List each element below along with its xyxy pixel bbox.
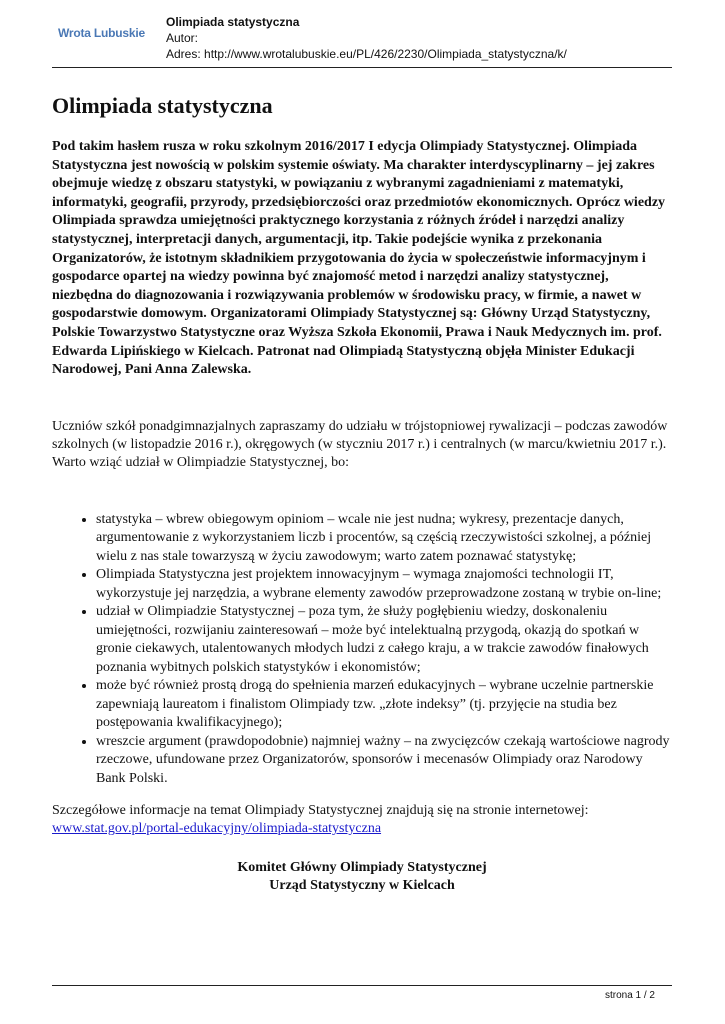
intro-paragraph: Uczniów szkół ponadgimnazjalnych zapraszamy do udziału w trójstopniowej rywalizacji – podczas zawodów szkolnych (w listopadzie 2016 r.), okręgowych (w styczniu 2017 r.) i centralnych (w marcu/kwietniu 2017 r.). [52, 418, 668, 453]
signature-office: Urząd Statystyczny w Kielcach [269, 878, 455, 894]
footer-divider [52, 985, 672, 986]
intro-reasons-heading: Warto wziąć udział w Olimpiadzie Statystycznej, bo: [52, 455, 350, 471]
page-number: strona 1 / 2 [604, 990, 655, 1001]
article-intro [52, 418, 672, 473]
list-item: • statystyka – wbrew obiegowym opiniom – wcale nie jest nudna; wykresy, prezentacje danych, argumentowanie z wykorzystaniem liczb i procentów, są częścią rzeczywistości szkolnej, a później wielu z nas stale towarzyszą w życiu zawodowym; warto zatem poznawać statystykę; [96, 511, 672, 567]
article-lead: Pod takim hasłem rusza w roku szkolnym 2016/2017 I edycja Olimpiady Statystycznej. Olimpiada Statystyczna jest nowością w polskim systemie oświaty. Ma charakter interdyscyplinarny – jej zakres obejmuje wiedzę z obszaru statystyki, w powiązaniu z wybranymi zagadnieniami z matematyki, informatyki, geografii, przyrody, przedsiębiorczości oraz przedmiotów ekonomicznych. Oprócz wiedzy Olimpiada sprawdza umiejętności praktycznego korzystania z różnych źródeł i narzędzi analizy statystycznej, interpretacji danych, argumentacji, itp. Takie podejście wynika z przekonania Organizatorów, że istotnym składnikiem przygotowania do życia w społeczeństwie informacyjnym i gospodarce opartej na wiedzy powinna być znajomość metod i narzędzi analizy statystycznej, niezbędna do diagnozowania i rozwiązywania problemów w środowisku pracy, w firmie, a nawet w gospodarstwie domowym. Organizatorami Olimpiady Statystycznej są: Główny Urząd Statystyczny, Polskie Towarzystwo Statystyczne oraz Wyższa Szkoła Ekonomii, Prawa i Nauk Medycznych im. prof. Edwarda Lipińskiego w Kielcach. Patronat nad Olimpiadą Statystyczną objęła Minister Edukacji Narodowej, Pani Anna Zalewska. [52, 139, 666, 378]
page-header [52, 14, 672, 70]
olympiad-website-link[interactable]: www.stat.gov.pl/portal-edukacyjny/olimpiada-statystyczna [52, 821, 382, 837]
more-info-text: Szczegółowe informacje na temat Olimpiady Statystycznej znajdują się na stronie internetowej: [52, 803, 589, 819]
signature-committee: Komitet Główny Olimpiady Statystycznej [237, 859, 487, 875]
site-logo[interactable]: Wrota Lubuskie [58, 26, 145, 40]
header-author: Autor: [166, 31, 199, 45]
header-address: Adres: http://www.wrotalubuskie.eu/PL/426/2230/Olimpiada_statystyczna/k/ [166, 47, 567, 61]
header-divider [52, 67, 672, 68]
more-info [52, 802, 672, 839]
list-item: • wreszcie argument (prawdopodobnie) najmniej ważny – na zwycięzców czekają wartościowe nagrody rzeczowe, ufundowane przez Organizatorów, sponsorów i mecenasów Olimpiady oraz Narodowy Bank Polski. [96, 733, 672, 789]
reasons-list [52, 511, 672, 789]
list-item: • Olimpiada Statystyczna jest projektem innowacyjnym – wymaga znajomości technologii IT, wykorzystuje jej narzędzia, a wybrane elementy zawodów przeprowadzone zostaną w trybie on-line; [96, 566, 672, 603]
list-item: • udział w Olimpiadzie Statystycznej – poza tym, że służy pogłębieniu wiedzy, doskonaleniu umiejętności, rozwijaniu zainteresowań – może być intelektualną przygodą, okazją do spotkań w gronie ciekawych, utalentowanych młodych ludzi z całego kraju, a w trakcie zawodów finałowych poznania wybitnych polskich statystyków i ekonomistów; [96, 603, 672, 677]
list-item: • może być również prostą drogą do spełnienia marzeń edukacyjnych – wybrane uczelnie partnerskie zapewniają laureatom i finalistom Olimpiady tzw. „złote indeksy” (tj. przyjęcie na studia bez postępowania kwalifikacyjnego); [96, 677, 672, 733]
signature [52, 859, 672, 896]
header-meta [166, 14, 567, 62]
header-title: Olimpiada statystyczna [166, 15, 300, 29]
article [52, 92, 672, 896]
article-title: Olimpiada statystyczna [52, 93, 273, 118]
